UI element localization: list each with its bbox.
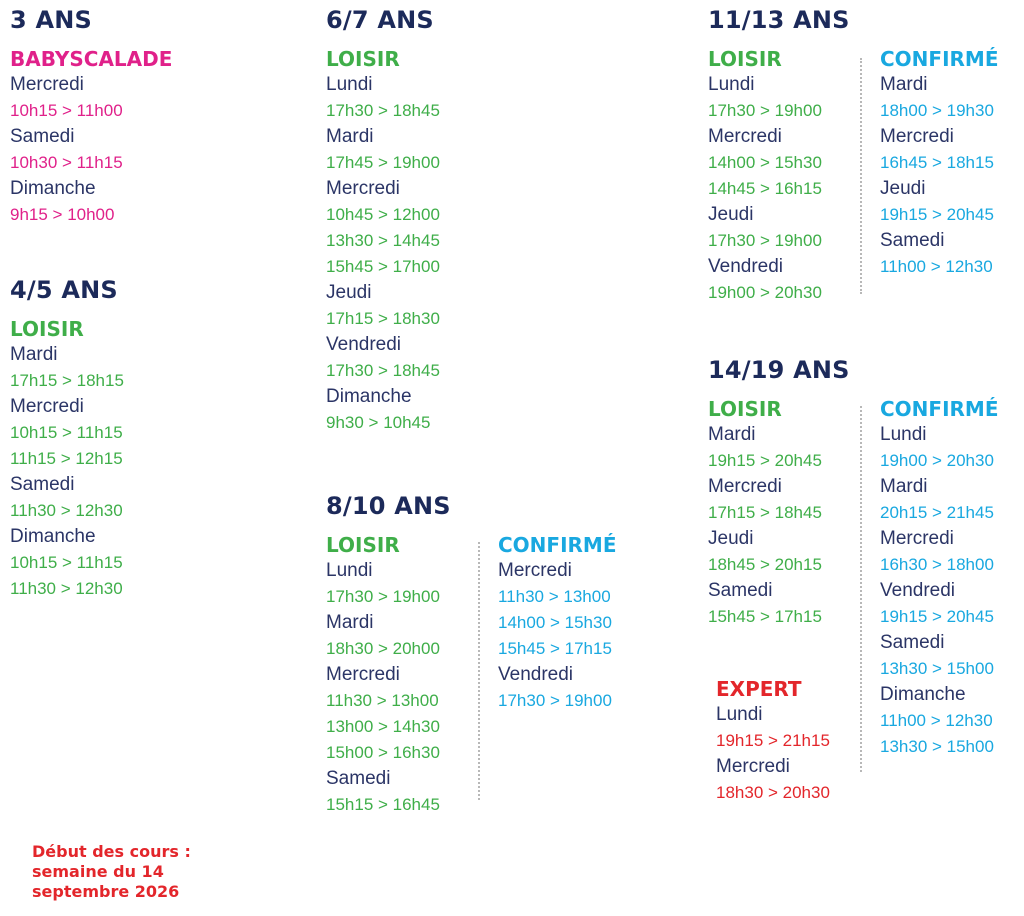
time-slot: 16h30 > 18h00 bbox=[880, 555, 994, 574]
group-11-13-ans bbox=[708, 6, 850, 306]
age-title: 8/10 ANS bbox=[326, 492, 451, 520]
time-slot: 19h15 > 20h45 bbox=[880, 607, 994, 626]
time-slot: 17h30 > 19h00 bbox=[498, 691, 612, 710]
day-label: Vendredi bbox=[498, 664, 574, 685]
time-slot: 10h15 > 11h15 bbox=[10, 553, 123, 572]
day-label: Dimanche bbox=[326, 386, 412, 407]
time-slot: 17h45 > 19h00 bbox=[326, 153, 440, 172]
time-slot: 19h00 > 20h30 bbox=[880, 451, 994, 470]
time-slot: 13h30 > 15h00 bbox=[880, 737, 994, 756]
time-slot: 11h00 > 12h30 bbox=[880, 711, 993, 730]
time-slot: 18h45 > 20h15 bbox=[708, 555, 822, 574]
time-slot: 11h30 > 13h00 bbox=[326, 691, 439, 710]
day-label: Lundi bbox=[326, 560, 373, 581]
day-label: Vendredi bbox=[326, 334, 402, 355]
schedule-list bbox=[716, 702, 830, 806]
day-label: Mercredi bbox=[326, 178, 400, 199]
category-title: CONFIRMÉ bbox=[880, 397, 999, 421]
day-label: Samedi bbox=[326, 768, 391, 789]
category-title: EXPERT bbox=[716, 677, 802, 701]
schedule-list bbox=[708, 72, 850, 306]
day-label: Mercredi bbox=[10, 74, 84, 95]
note-line: semaine du 14 bbox=[32, 862, 164, 881]
day-label: Jeudi bbox=[708, 204, 754, 225]
day-label: Samedi bbox=[10, 126, 75, 147]
age-title: 14/19 ANS bbox=[708, 356, 850, 384]
category-title: LOISIR bbox=[326, 533, 400, 557]
age-title: 6/7 ANS bbox=[326, 6, 434, 34]
day-label: Mercredi bbox=[880, 528, 954, 549]
day-label: Mardi bbox=[880, 74, 928, 95]
category-title: CONFIRMÉ bbox=[880, 47, 999, 71]
day-label: Mardi bbox=[10, 344, 58, 365]
divider bbox=[478, 542, 480, 800]
time-slot: 17h30 > 19h00 bbox=[326, 587, 440, 606]
category-title: LOISIR bbox=[10, 317, 84, 341]
category-title: CONFIRMÉ bbox=[498, 533, 617, 557]
group-14-19-confirme bbox=[880, 396, 999, 760]
day-label: Vendredi bbox=[708, 256, 784, 277]
day-label: Mardi bbox=[880, 476, 928, 497]
day-label: Lundi bbox=[716, 704, 763, 725]
time-slot: 17h30 > 18h45 bbox=[326, 361, 440, 380]
schedule-list bbox=[708, 422, 850, 630]
time-slot: 18h30 > 20h30 bbox=[716, 783, 830, 802]
day-label: Dimanche bbox=[10, 178, 96, 199]
time-slot: 15h45 > 17h15 bbox=[708, 607, 822, 626]
time-slot: 20h15 > 21h45 bbox=[880, 503, 994, 522]
day-label: Jeudi bbox=[880, 178, 926, 199]
time-slot: 16h45 > 18h15 bbox=[880, 153, 994, 172]
day-label: Mercredi bbox=[326, 664, 400, 685]
day-label: Mardi bbox=[326, 126, 374, 147]
time-slot: 19h15 > 21h15 bbox=[716, 731, 830, 750]
day-label: Samedi bbox=[10, 474, 75, 495]
time-slot: 15h00 > 16h30 bbox=[326, 743, 440, 762]
day-label: Lundi bbox=[880, 424, 927, 445]
time-slot: 17h15 > 18h15 bbox=[10, 371, 124, 390]
time-slot: 13h30 > 14h45 bbox=[326, 231, 440, 250]
time-slot: 17h30 > 19h00 bbox=[708, 101, 822, 120]
group-3-ans bbox=[10, 6, 172, 228]
schedule-list bbox=[326, 558, 451, 818]
note-line: septembre 2026 bbox=[32, 882, 180, 901]
category-title: BABYSCALADE bbox=[10, 47, 173, 71]
divider bbox=[860, 406, 862, 772]
age-title: 3 ANS bbox=[10, 6, 92, 34]
time-slot: 10h45 > 12h00 bbox=[326, 205, 440, 224]
day-label: Mercredi bbox=[498, 560, 572, 581]
time-slot: 10h15 > 11h00 bbox=[10, 101, 123, 120]
schedule-list bbox=[10, 72, 172, 228]
time-slot: 15h45 > 17h00 bbox=[326, 257, 440, 276]
note-line: Début des cours : bbox=[32, 842, 191, 861]
group-4-5-ans bbox=[10, 276, 124, 602]
time-slot: 15h15 > 16h45 bbox=[326, 795, 440, 814]
time-slot: 18h00 > 19h30 bbox=[880, 101, 994, 120]
day-label: Samedi bbox=[708, 580, 773, 601]
day-label: Lundi bbox=[708, 74, 755, 95]
schedule-list bbox=[10, 342, 124, 602]
time-slot: 14h00 > 15h30 bbox=[708, 153, 822, 172]
time-slot: 10h30 > 11h15 bbox=[10, 153, 123, 172]
time-slot: 19h15 > 20h45 bbox=[880, 205, 994, 224]
day-label: Samedi bbox=[880, 230, 945, 251]
day-label: Jeudi bbox=[326, 282, 372, 303]
day-label: Samedi bbox=[880, 632, 945, 653]
time-slot: 17h30 > 18h45 bbox=[326, 101, 440, 120]
age-title: 4/5 ANS bbox=[10, 276, 118, 304]
time-slot: 19h15 > 20h45 bbox=[708, 451, 822, 470]
time-slot: 17h15 > 18h30 bbox=[326, 309, 440, 328]
divider bbox=[860, 58, 862, 294]
time-slot: 11h30 > 12h30 bbox=[10, 501, 123, 520]
schedule-list bbox=[880, 422, 999, 760]
time-slot: 17h15 > 18h45 bbox=[708, 503, 822, 522]
day-label: Dimanche bbox=[880, 684, 966, 705]
time-slot: 15h45 > 17h15 bbox=[498, 639, 612, 658]
day-label: Mercredi bbox=[10, 396, 84, 417]
group-14-19-expert bbox=[716, 676, 830, 806]
day-label: Mercredi bbox=[880, 126, 954, 147]
day-label: Mercredi bbox=[708, 476, 782, 497]
time-slot: 11h30 > 13h00 bbox=[498, 587, 611, 606]
time-slot: 14h00 > 15h30 bbox=[498, 613, 612, 632]
time-slot: 11h30 > 12h30 bbox=[10, 579, 123, 598]
time-slot: 13h00 > 14h30 bbox=[326, 717, 440, 736]
day-label: Lundi bbox=[326, 74, 373, 95]
time-slot: 11h00 > 12h30 bbox=[880, 257, 993, 276]
time-slot: 17h30 > 19h00 bbox=[708, 231, 822, 250]
group-14-19-ans bbox=[708, 356, 850, 630]
time-slot: 9h15 > 10h00 bbox=[10, 205, 115, 224]
time-slot: 13h30 > 15h00 bbox=[880, 659, 994, 678]
day-label: Vendredi bbox=[880, 580, 956, 601]
category-title: LOISIR bbox=[708, 47, 782, 71]
day-label: Mardi bbox=[708, 424, 756, 445]
schedule-list bbox=[326, 72, 440, 436]
group-8-10-confirme bbox=[498, 532, 617, 714]
time-slot: 19h00 > 20h30 bbox=[708, 283, 822, 302]
start-date-note bbox=[32, 842, 191, 902]
time-slot: 11h15 > 12h15 bbox=[10, 449, 123, 468]
day-label: Mercredi bbox=[708, 126, 782, 147]
category-title: LOISIR bbox=[708, 397, 782, 421]
schedule-list bbox=[880, 72, 999, 280]
age-title: 11/13 ANS bbox=[708, 6, 850, 34]
time-slot: 18h30 > 20h00 bbox=[326, 639, 440, 658]
day-label: Mardi bbox=[326, 612, 374, 633]
time-slot: 14h45 > 16h15 bbox=[708, 179, 822, 198]
day-label: Dimanche bbox=[10, 526, 96, 547]
time-slot: 9h30 > 10h45 bbox=[326, 413, 431, 432]
day-label: Mercredi bbox=[716, 756, 790, 777]
category-title: LOISIR bbox=[326, 47, 400, 71]
group-8-10-ans bbox=[326, 492, 451, 818]
group-11-13-confirme bbox=[880, 46, 999, 280]
group-6-7-ans bbox=[326, 6, 440, 436]
day-label: Jeudi bbox=[708, 528, 754, 549]
time-slot: 10h15 > 11h15 bbox=[10, 423, 123, 442]
schedule-list bbox=[498, 558, 617, 714]
